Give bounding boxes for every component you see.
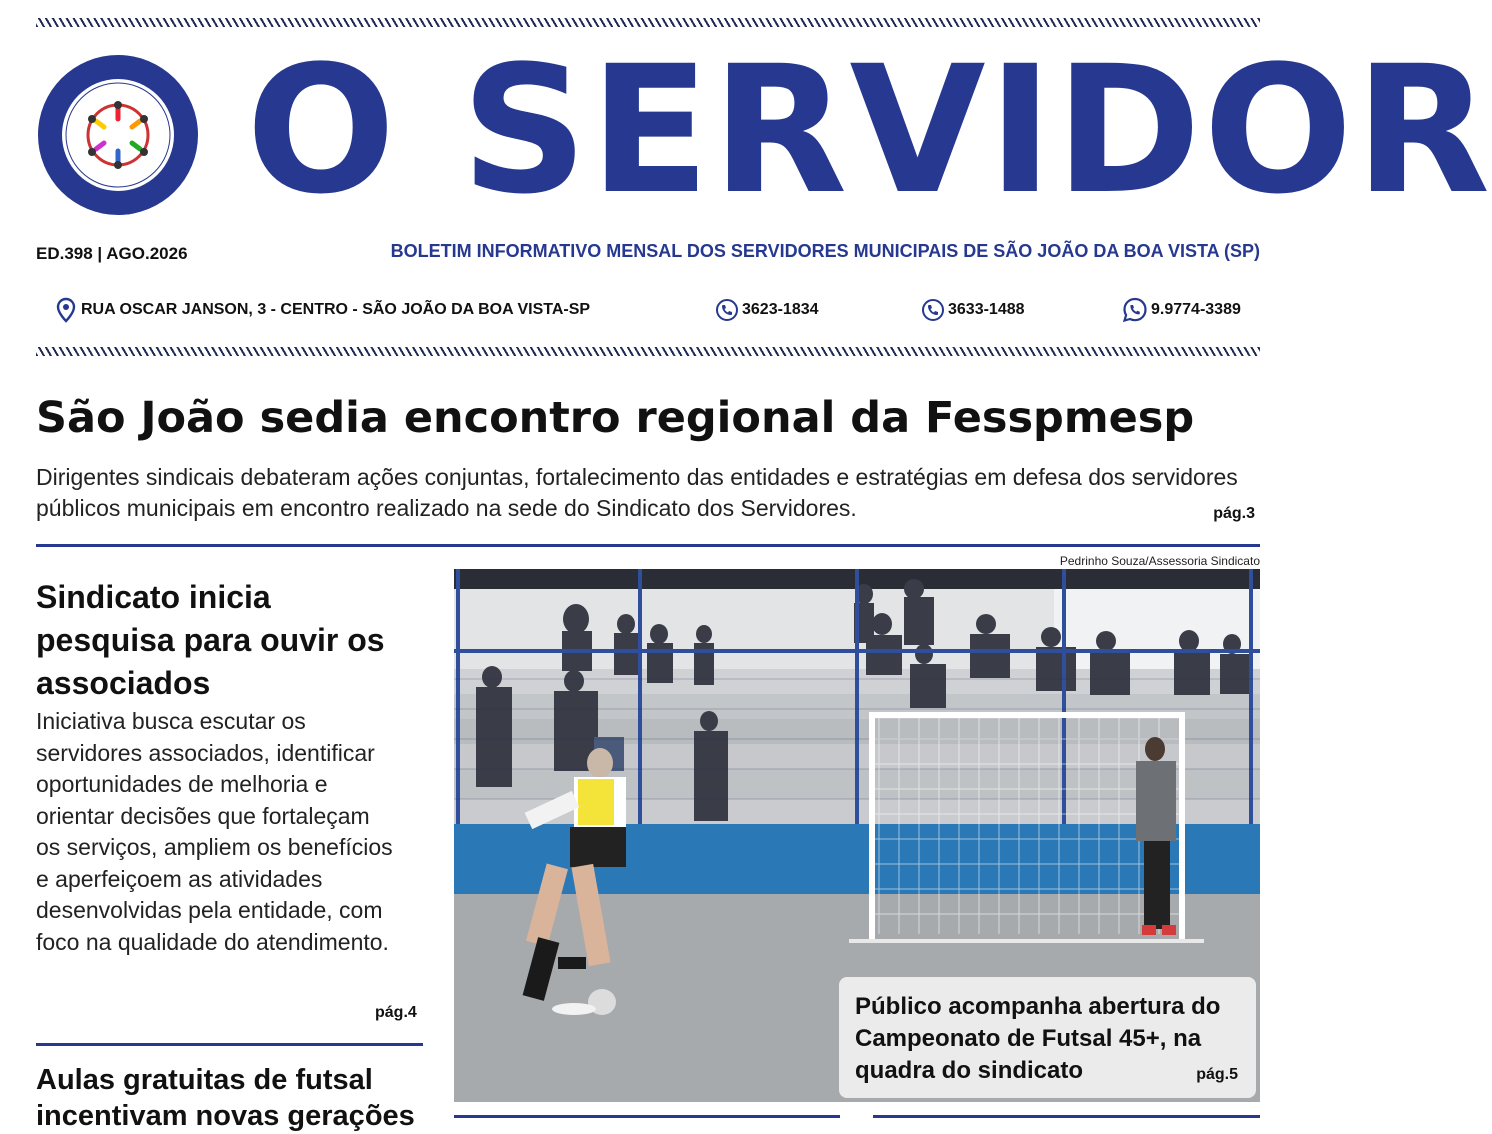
whatsapp-text: 9.9774-3389 [1151, 301, 1241, 318]
contact-phone-1[interactable] [715, 298, 819, 322]
tagline: BOLETIM INFORMATIVO MENSAL DOS SERVIDORES MUNICIPAIS DE SÃO JOÃO DA BOA VISTA (SP) [390, 241, 1260, 261]
contact-address [54, 298, 590, 322]
phone-icon [921, 298, 945, 322]
masthead-title: O SERVIDOR [246, 28, 1492, 233]
contact-whatsapp[interactable] [1122, 298, 1241, 322]
top-hatch-divider [36, 18, 1260, 27]
left-column-divider [36, 1043, 423, 1046]
header-hatch-divider [36, 347, 1260, 356]
bottom-headline[interactable]: Aulas gratuitas de futsal incentivam novas gerações [36, 1064, 415, 1132]
caption-page-ref[interactable]: pág.5 [1196, 1066, 1238, 1083]
union-logo [36, 53, 200, 217]
side-page-ref[interactable]: pág.4 [375, 1004, 417, 1021]
main-summary: Dirigentes sindicais debateram ações conjuntas, fortalecimento das entidades e estratégias em defesa dos servidores públicos municipais em encontro realizado na sede do Sindicato dos Servidores. [36, 464, 1238, 521]
contact-phone-2[interactable] [921, 298, 1025, 322]
phone-1-text: 3623-1834 [742, 301, 819, 318]
section-divider [36, 544, 1260, 547]
whatsapp-icon [1122, 297, 1148, 323]
photo-credit: Pedrinho Souza/Assessoria Sindicato [1059, 554, 1260, 568]
main-headline[interactable]: São João sedia encontro regional da Fesspmesp [36, 393, 1195, 443]
side-text: Iniciativa busca escutar os servidores associados, identificar oportunidades de melhoria e orientar decisões que fortaleçam os serviços, ampliem os benefícios e aperfeiçoem as atividades desenvolvidas pela entidade, com foco na qualidade do atendimento. [36, 708, 393, 955]
location-pin-icon [54, 298, 78, 322]
side-headline[interactable]: Sindicato inicia pesquisa para ouvir os associados [36, 579, 385, 701]
phone-icon [715, 298, 739, 322]
address-text: RUA OSCAR JANSON, 3 - CENTRO - SÃO JOÃO DA BOA VISTA-SP [81, 301, 591, 318]
photo-bottom-divider-right [873, 1115, 1260, 1118]
phone-2-text: 3633-1488 [948, 301, 1025, 318]
photo-caption: Público acompanha abertura do Campeonato de Futsal 45+, na quadra do sindicato [855, 993, 1221, 1084]
photo-caption-box [839, 977, 1256, 1098]
edition-info: ED.398 | AGO.2026 [36, 244, 188, 263]
main-page-ref[interactable]: pág.3 [1213, 505, 1255, 522]
photo-bottom-divider-left [454, 1115, 840, 1118]
